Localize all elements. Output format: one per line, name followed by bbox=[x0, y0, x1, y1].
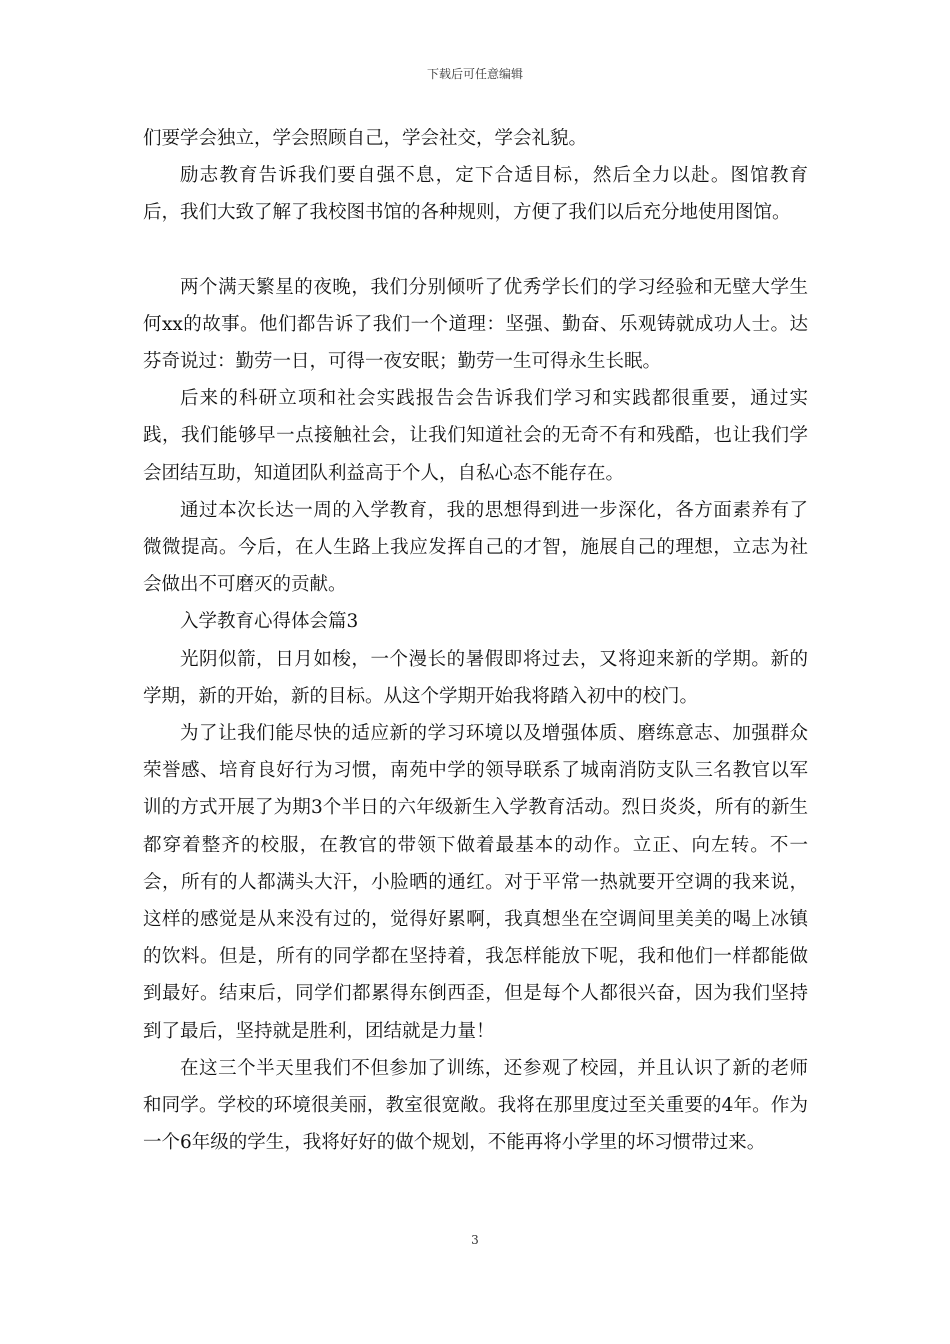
blank-line bbox=[143, 232, 808, 269]
section-heading: 入学教育心得体会篇3 bbox=[180, 611, 359, 633]
page-number: 3 bbox=[471, 1233, 479, 1247]
document-body bbox=[143, 120, 808, 1161]
paragraph-campus-visit: 在这三个半天里我们不但参加了训练，还参观了校园，并且认识了新的老师和同学。学校的环境很美丽，教室很宽敞。我将在那里度过至关重要的4年。作为一个6年级的学生，我将好好的做个规划，不能再将小学里的坏习惯带过来。 bbox=[143, 1057, 808, 1154]
paragraph-inspiration-library: 励志教育告诉我们要自强不息，定下合适目标，然后全力以赴。图馆教育后，我们大致了解了我校图书馆的各种规则，方便了我们以后充分地使用图馆。 bbox=[143, 165, 808, 224]
page-header: 下载后可任意编辑 bbox=[426, 67, 523, 81]
paragraph-continuation: 们要学会独立，学会照顾自己，学会社交，学会礼貌。 bbox=[143, 128, 588, 149]
paragraph-research-practice: 后来的科研立项和社会实践报告会告诉我们学习和实践都很重要，通过实践，我们能够早一点接触社会，让我们知道社会的无奇不有和残酷，也让我们学会团结互助，知道团队利益高于个人，自私心态不能存在。 bbox=[143, 388, 808, 484]
paragraph-new-semester: 光阴似箭，日月如梭，一个漫长的暑假即将过去，又将迎来新的学期。新的学期，新的开始，新的目标。从这个学期开始我将踏入初中的校门。 bbox=[143, 648, 808, 707]
paragraph-starry-nights: 两个满天繁星的夜晚，我们分别倾听了优秀学长们的学习经验和无壁大学生何xx的故事。他们都告诉了我们一个道理：坚强、勤奋、乐观铸就成功人士。达芬奇说过：勤劳一日，可得一夜安眠；勤劳一生可得永生长眠。 bbox=[143, 276, 808, 373]
paragraph-week-summary: 通过本次长达一周的入学教育，我的思想得到进一步深化，各方面素养有了微微提高。今后，在人生路上我应发挥自己的才智，施展自己的理想，立志为社会做出不可磨灭的贡献。 bbox=[143, 499, 808, 596]
paragraph-military-training: 为了让我们能尽快的适应新的学习环境以及增强体质、磨练意志、加强群众荣誉感、培育良好行为习惯，南苑中学的领导联系了城南消防支队三名教官以军训的方式开展了为期3个半日的六年级新生入学教育活动。烈日炎炎，所有的新生都穿着整齐的校服，在教官的带领下做着最基本的动作。立正、向左转。不一会，所有的人都满头大汗，小脸晒的通红。对于平常一热就要开空调的我来说，这样的感觉是从来没有过的，觉得好累啊，我真想坐在空调间里美美的喝上冰镇的饮料。但是，所有的同学都在坚持着，我怎样能放下呢，我和他们一样都能做到最好。结束后，同学们都累得东倒西歪，但是每个人都很兴奋，因为我们坚持到了最后，坚持就是胜利，团结就是力量！ bbox=[143, 723, 808, 1042]
